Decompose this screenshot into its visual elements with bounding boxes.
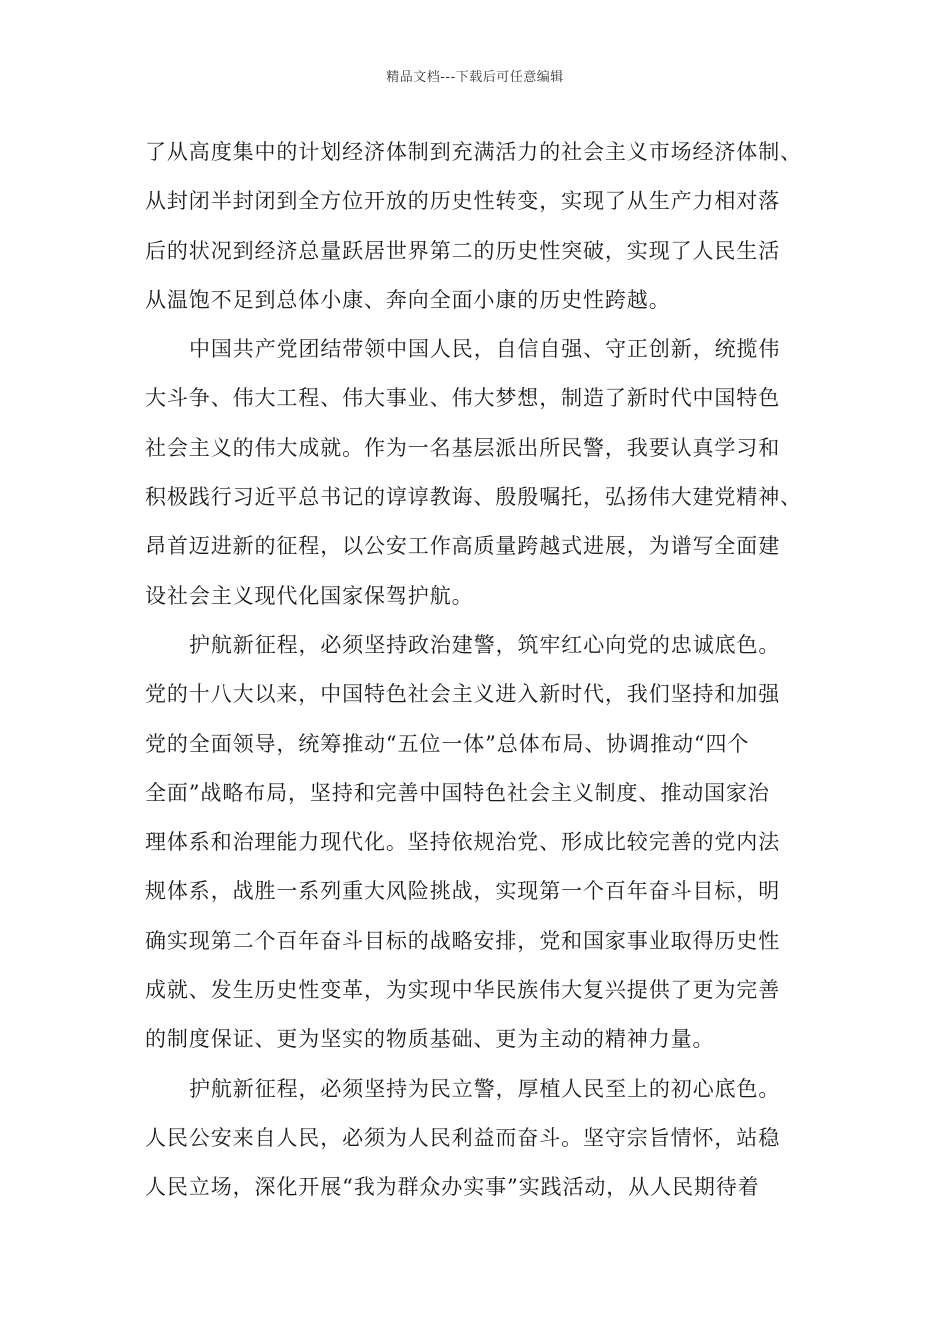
text-line: 后的状况到经济总量跃居世界第二的历史性突破，实现了人民生活 xyxy=(145,238,781,263)
text-line: 规体系，战胜一系列重大风险挑战，实现第一个百年奋斗目标，明 xyxy=(145,879,781,904)
text-line: 的制度保证、更为坚实的物质基础、更为主动的精神力量。 xyxy=(145,1027,715,1052)
text-line: 从温饱不足到总体小康、奔向全面小康的历史性跨越。 xyxy=(145,287,671,312)
text-line: 党的十八大以来，中国特色社会主义进入新时代，我们坚持和加强 xyxy=(145,682,781,707)
text-line: 从封闭半封闭到全方位开放的历史性转变，实现了从生产力相对落 xyxy=(145,189,781,214)
text-line: 确实现第二个百年奋斗目标的战略安排，党和国家事业取得历史性 xyxy=(145,928,781,953)
page-header: 精品文档---下载后可任意编辑 xyxy=(386,70,564,85)
text-line: 积极践行习近平总书记的谆谆教诲、殷殷嘱托，弘扬伟大建党精神、 xyxy=(145,485,802,510)
text-line: 人民立场，深化开展“我为群众办实事”实践活动，从人民期待着 xyxy=(145,1175,760,1200)
text-line: 党的全面领导，统筹推动“五位一体”总体布局、协调推动“四个 xyxy=(145,731,750,756)
document-body xyxy=(145,128,825,1213)
text-line: 了从高度集中的计划经济体制到充满活力的社会主义市场经济体制、 xyxy=(145,140,802,164)
text-line: 昂首迈进新的征程，以公安工作高质量跨越式进展，为谱写全面建 xyxy=(145,534,781,559)
text-line: 设社会主义现代化国家保驾护航。 xyxy=(145,583,474,608)
paragraph-first-line: 中国共产党团结带领中国人民，自信自强、守正创新，统揽伟 xyxy=(189,337,781,362)
text-line: 理体系和治理能力现代化。坚持依规治党、形成比较完善的党内法 xyxy=(145,830,781,855)
text-line: 大斗争、伟大工程、伟大事业、伟大梦想，制造了新时代中国特色 xyxy=(145,386,781,411)
text-line: 社会主义的伟大成就。作为一名基层派出所民警，我要认真学习和 xyxy=(145,435,781,460)
text-line: 全面”战略布局，坚持和完善中国特色社会主义制度、推动国家治 xyxy=(145,780,770,805)
paragraph-first-line: 护航新征程，必须坚持为民立警，厚植人民至上的初心底色。 xyxy=(189,1076,781,1101)
text-line: 成就、发生历史性变革，为实现中华民族伟大复兴提供了更为完善 xyxy=(145,978,781,1003)
paragraph-first-line: 护航新征程，必须坚持政治建警，筑牢红心向党的忠诚底色。 xyxy=(189,632,781,657)
text-line: 人民公安来自人民，必须为人民利益而奋斗。坚守宗旨情怀，站稳 xyxy=(145,1125,781,1150)
